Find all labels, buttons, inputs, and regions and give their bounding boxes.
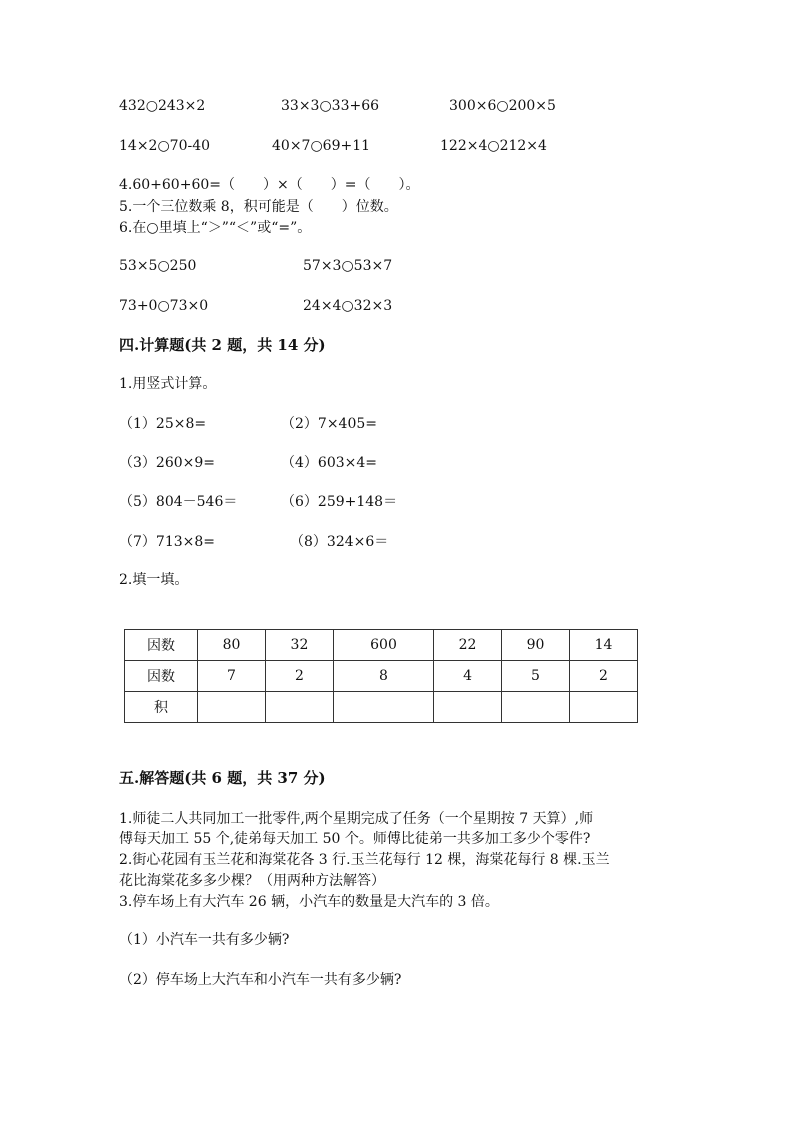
compare-row-2 [0, 136, 794, 156]
section-5-question-3: 3.停车场上有大汽车 26 辆，小汽车的数量是大汽车的 3 倍。 [119, 894, 499, 910]
calc-item: （8）324×6＝ [290, 534, 389, 550]
table-cell: 4 [434, 661, 502, 692]
section-5-question-1-line-1: 1.师徒二人共同加工一批零件,两个星期完成了任务（一个星期按 7 天算）,师 [119, 811, 594, 827]
answer-cell[interactable] [570, 692, 638, 723]
question-4: 4.60+60+60=（ ）×（ ）=（ ）。 [119, 177, 420, 193]
compare-item: 24×4○32×3 [303, 298, 393, 314]
answer-cell[interactable] [265, 692, 333, 723]
table-row [125, 630, 638, 661]
table-cell: 2 [570, 661, 638, 692]
answer-cell[interactable] [333, 692, 433, 723]
table-cell: 600 [333, 630, 433, 661]
compare-item: 14×2○70-40 [119, 138, 211, 154]
table-cell: 7 [198, 661, 266, 692]
calc-item: （4）603×4= [281, 455, 377, 471]
q6-row-1 [0, 256, 794, 276]
calc-item: （3）260×9= [119, 455, 215, 471]
section-4-question-2: 2.填一填。 [119, 572, 189, 588]
q6-row-2 [0, 296, 794, 316]
compare-item: 432○243×2 [119, 98, 206, 114]
table-row [125, 661, 638, 692]
calc-row-1 [0, 414, 794, 434]
answer-cell[interactable] [434, 692, 502, 723]
compare-item: 33×3○33+66 [281, 98, 380, 114]
table-cell: 2 [265, 661, 333, 692]
answer-cell[interactable] [502, 692, 570, 723]
calc-item: （2）7×405= [281, 416, 377, 432]
section-5-question-2-line-2: 花比海棠花多多少棵？（用两种方法解答） [119, 873, 385, 889]
answer-cell[interactable] [198, 692, 266, 723]
calc-row-2 [0, 453, 794, 473]
section-5-question-1-line-2: 傅每天加工 55 个,徒弟每天加工 50 个。师傅比徒弟一共多加工多少个零件? [119, 831, 591, 847]
section-4-title: 四.计算题(共 2 题，共 14 分) [119, 336, 326, 354]
question-6: 6.在○里填上“＞”“＜”或“=”。 [119, 220, 312, 236]
compare-item: 300×6○200×5 [449, 98, 556, 114]
calc-item: （6）259+148＝ [281, 494, 398, 510]
compare-item: 122×4○212×4 [440, 138, 547, 154]
section-5-question-3-sub-2: （2）停车场上大汽车和小汽车一共有多少辆? [119, 972, 402, 988]
compare-item: 40×7○69+11 [272, 138, 371, 154]
section-5-question-3-sub-1: （1）小汽车一共有多少辆? [119, 932, 290, 948]
table-cell: 80 [198, 630, 266, 661]
table-cell: 8 [333, 661, 433, 692]
table-cell: 14 [570, 630, 638, 661]
section-4-question-1: 1.用竖式计算。 [119, 376, 217, 392]
section-5-title: 五.解答题(共 6 题，共 37 分) [119, 769, 326, 787]
table-cell: 90 [502, 630, 570, 661]
calc-item: （1）25×8= [119, 416, 207, 432]
compare-item: 53×5○250 [119, 258, 197, 274]
table-cell-label: 因数 [125, 661, 198, 692]
table-cell: 32 [265, 630, 333, 661]
compare-item: 57×3○53×7 [303, 258, 393, 274]
compare-row-1 [0, 96, 794, 116]
section-5-question-2-line-1: 2.街心花园有玉兰花和海棠花各 3 行.玉兰花每行 12 棵，海棠花每行 8 棵.玉兰 [119, 852, 610, 868]
table-cell: 5 [502, 661, 570, 692]
question-5: 5.一个三位数乘 8，积可能是（ ）位数。 [119, 199, 398, 215]
table-cell-label: 积 [125, 692, 198, 723]
compare-item: 73+0○73×0 [119, 298, 209, 314]
factor-product-table [124, 629, 638, 723]
table-cell-label: 因数 [125, 630, 198, 661]
calc-item: （5）804－546＝ [119, 494, 238, 510]
table-row [125, 692, 638, 723]
table-cell: 22 [434, 630, 502, 661]
calc-row-4 [0, 532, 794, 552]
calc-item: （7）713×8= [119, 534, 215, 550]
calc-row-3 [0, 492, 794, 512]
